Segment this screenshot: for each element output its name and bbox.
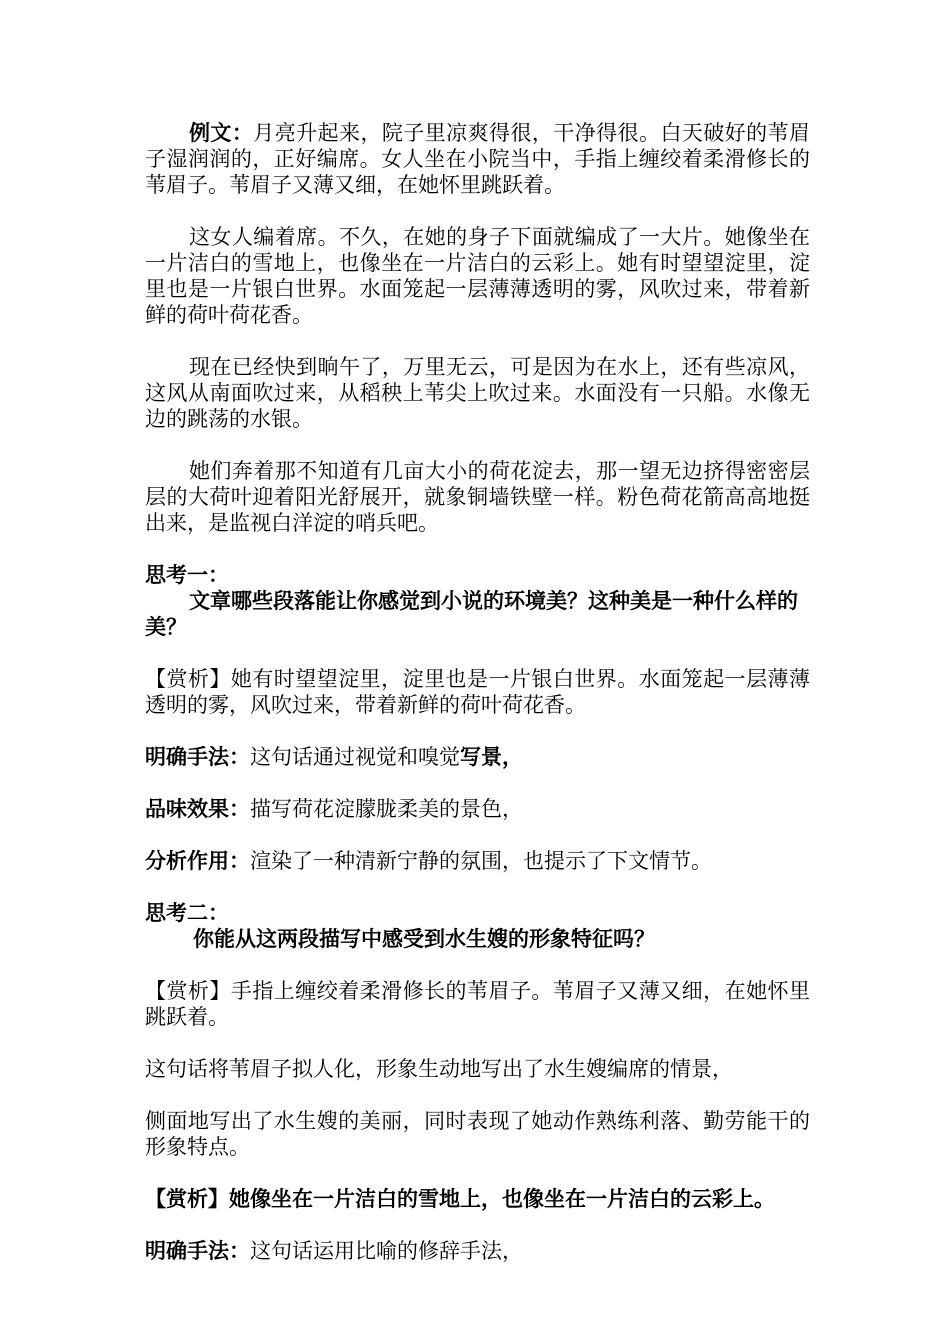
method-text: 这句话通过视觉和嗅觉 xyxy=(250,745,460,769)
example-paragraph-1 xyxy=(145,120,810,198)
question-2-analysis-bold: 【赏析】她像坐在一片洁白的雪地上，也像坐在一片洁白的云彩上。 xyxy=(145,1186,775,1211)
example-paragraph-3: 现在已经快到晌午了，万里无云，可是因为在水上，还有些凉风，这风从南面吹过来，从稻秧上苇尖上吹过来。水面没有一只船。水像无边的跳荡的水银。 xyxy=(145,355,810,431)
question-2-analysis xyxy=(145,978,810,1030)
question-2-text: 你能从这两段描写中感受到水生嫂的形象特征吗？ xyxy=(193,926,655,951)
example-text-1: 月亮升起来，院子里凉爽得很，干净得很。白天破好的苇眉子湿润润的，正好编席。女人坐在小院当中，手指上缠绞着柔滑修长的苇眉子。苇眉子又薄又细，在她怀里跳跃着。 xyxy=(145,121,811,197)
example-label: 例文： xyxy=(189,120,254,145)
function-text: 渲染了一种清新宁静的氛围，也提示了下文情节。 xyxy=(250,849,712,873)
question-1-analysis xyxy=(145,666,810,718)
example-paragraph-4: 她们奔着那不知道有几亩大小的荷花淀去，那一望无边挤得密密层层的大荷叶迎着阳光舒展开，就象铜墙铁壁一样。粉色荷花箭高高地挺出来，是监视白洋淀的哨兵吧。 xyxy=(145,459,810,535)
method-text-2: 这句话运用比喻的修辞手法， xyxy=(250,1239,523,1263)
effect-text: 描写荷花淀朦胧柔美的景色， xyxy=(250,797,523,821)
analysis-text: 她有时望望淀里，淀里也是一片银白世界。水面笼起一层薄薄透明的雾，风吹过来，带着新鲜的荷叶荷花香。 xyxy=(145,667,811,717)
example-paragraph-2: 这女人编着席。不久，在她的身子下面就编成了一大片。她像坐在一片洁白的雪地上，也像坐在一片洁白的云彩上。她有时望望淀里，淀里也是一片银白世界。水面笼起一层薄薄透明的雾，风吹过来，带着新鲜的荷叶荷花香。 xyxy=(145,225,810,327)
analysis-text-2: 手指上缠绞着柔滑修长的苇眉子。苇眉子又薄又细，在她怀里跳跃着。 xyxy=(145,979,811,1029)
question-1-function xyxy=(145,848,810,874)
method-label-2: 明确手法： xyxy=(145,1238,250,1263)
document-page xyxy=(145,120,810,1290)
analysis-label-2: 【赏析】 xyxy=(145,979,231,1003)
effect-label: 品味效果： xyxy=(145,796,250,821)
question-2-heading: 思考二： xyxy=(145,900,229,925)
question-2-line-2: 侧面地写出了水生嫂的美丽，同时表现了她动作熟练利落、勤劳能干的形象特点。 xyxy=(145,1109,810,1159)
method-bold-text: 写景， xyxy=(460,744,523,769)
question-1-method xyxy=(145,744,810,770)
question-2-method xyxy=(145,1238,810,1264)
question-1-text: 文章哪些段落能让你感觉到小说的环境美？这种美是一种什么样的美？ xyxy=(145,588,798,639)
question-1-heading: 思考一： xyxy=(145,562,229,587)
question-1-effect xyxy=(145,796,810,822)
analysis-label: 【赏析】 xyxy=(145,667,231,691)
function-label: 分析作用： xyxy=(145,848,250,873)
question-2-line-1: 这句话将苇眉子拟人化，形象生动地写出了水生嫂编席的情景， xyxy=(145,1057,733,1081)
method-label: 明确手法： xyxy=(145,744,250,769)
